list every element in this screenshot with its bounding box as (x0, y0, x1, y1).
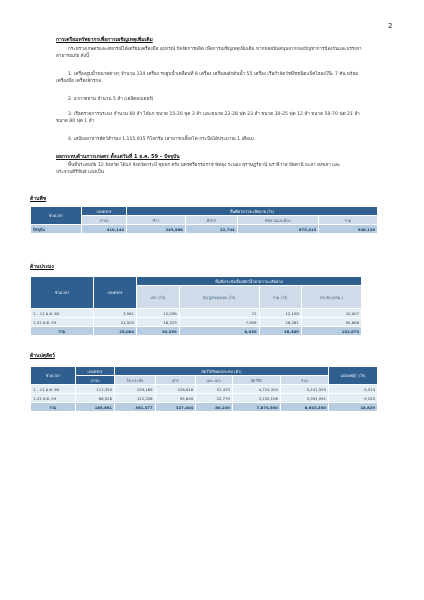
crops-row-period: ปัจจุบัน (31, 225, 82, 234)
page-number: 2 (388, 22, 393, 30)
fishery-cell: 92,866 (301, 318, 361, 327)
section1-item2: 2. อากาศยาน จำนวน 5 ลำ (เฮลิคอปเตอร์) (68, 97, 154, 102)
crops-cell: 22,744 (185, 225, 237, 234)
fishery-cell: 26,281 (259, 318, 301, 327)
fishery-col: ปลา (ไร่) (137, 286, 180, 309)
livestock-total-cell: 185,881 (76, 403, 115, 412)
crops-col: รวม (319, 216, 378, 225)
livestock-col: สุกร (155, 376, 196, 385)
livestock-total-cell: 80,249 (196, 403, 233, 412)
fishery-col: กระชัง (ตรม.) (301, 286, 361, 309)
livestock-table (30, 366, 378, 412)
section1-item1: 1. เครื่องสูบน้ำขนาดต่างๆ จำนวน 134 เครื่อง รถสูบน้ำเคลื่อนที่ 8 เครื่อง เครื่องผลักดันน้ำ 55 เครื่อง เรือกำจัดวัชพืชชนิดแบ็คโฮลงโป๊ะ 7 คัน พร้อมเครื่องมือ เครื่องจักรกล (56, 72, 359, 84)
livestock-row-period: 1 – 11 ม.ค. 60 (31, 385, 76, 394)
crops-cell: 410,144 (82, 225, 127, 234)
crops-table (30, 206, 378, 234)
crops-h-group: พื้นที่คาดว่าจะเสียหาย (ไร่) (127, 207, 378, 216)
section1-intro: กระทรวงเกษตรและสหกรณ์ได้เตรียมเครื่องมือ อุปกรณ์ ปัจจัยการผลิต เพื่อการเผชิญเหตุเพิ่มเติม หากขอสนับสนุนจากกองบัญชาการป้องกันและบรรเทาสาธารณภัย ดังนี้ (56, 47, 362, 59)
livestock-total-cell: 18,829 (329, 403, 378, 412)
fishery-col: กุ้ง/ปู/หอย/ออก (ไร่) (179, 286, 259, 309)
fishery-row-period: 1 – 11 ม.ค. 60 (31, 309, 94, 318)
fishery-cell: 72 (179, 309, 259, 318)
crops-col: พืชสวนและอื่นๆ (237, 216, 318, 225)
fishery-col: รวม (ไร่) (259, 286, 301, 309)
section1-item4: 4. เสบียงอาหารสัตว์สำรอง 1,115,915 กิโลกรัม (สามารถเลี้ยงโค-กระบือได้ประมาณ 1 เดือน) (68, 137, 254, 142)
livestock-col: โค-กระบือ (115, 376, 156, 385)
crops-title: ด้านพืช (30, 196, 47, 202)
livestock-col: แพะ-แกะ (196, 376, 233, 385)
crops-cell: 948,126 (319, 225, 378, 234)
livestock-h-farmers: เกษตรกร (76, 367, 115, 376)
livestock-cell: 22,779 (196, 394, 233, 403)
livestock-title: ด้านปศุสัตว์ (30, 353, 55, 359)
fishery-row-period: 1-31 ธ.ค. 59 (31, 318, 94, 327)
livestock-h-period: ช่วงเวลา (31, 367, 76, 385)
livestock-total-cell: 8,643,550 (280, 403, 328, 412)
livestock-total-cell: 7,874,500 (232, 403, 280, 412)
livestock-cell: 5,247,559 (280, 385, 328, 394)
livestock-cell: 68,526 (76, 394, 115, 403)
fishery-total-cell: 102,873 (301, 327, 361, 336)
fishery-total-cell: 30,359 (137, 327, 180, 336)
section2-text: พื้นที่ประสบภัย 12 จังหวัด ได้แก่ จังหวัดกระบี่ ชุมพร ตรัง นครศรีธรรมราช พัทลุง ระนอง สุราษฎร์ธานี นราธิวาส ปัตตานี ยะลา สงขลา และประจวบคีรีขันธ์ แบ่งเป็น (56, 163, 341, 175)
fishery-h-group: พื้นที่/กระชังเลี้ยงสัตว์น้ำคาดว่าจะเสียหาย (137, 277, 362, 286)
livestock-col: รวม (280, 376, 328, 385)
fishery-cell: 7,958 (179, 318, 259, 327)
crops-h-farmers: เกษตรกร (82, 207, 127, 216)
fishery-cell: 12,036 (137, 309, 180, 318)
fishery-cell: 12,108 (259, 309, 301, 318)
livestock-total-cell: 327,404 (155, 403, 196, 412)
livestock-cell: 259,169 (115, 385, 156, 394)
fishery-total-label: รวม (31, 327, 94, 336)
fishery-h-farmers: เกษตรกร (94, 277, 137, 309)
fishery-title: ด้านประมง (30, 264, 54, 270)
crops-h-unit: (ราย) (82, 216, 127, 225)
livestock-cell: 9,255 (329, 394, 378, 403)
livestock-cell: 57,470 (196, 385, 233, 394)
fishery-h-period: ช่วงเวลา (31, 277, 94, 309)
crops-col: ข้าว (127, 216, 186, 225)
livestock-cell: 117,355 (76, 385, 115, 394)
livestock-cell: 122,208 (115, 394, 156, 403)
livestock-h-group: สัตว์ได้รับผลกระทบ (ตัว) (115, 367, 329, 376)
livestock-h-unit: (ราย) (76, 376, 115, 385)
livestock-total-cell: 361,377 (115, 403, 156, 412)
livestock-total-label: รวม (31, 403, 76, 412)
fishery-table (30, 276, 362, 336)
fishery-cell: 18,323 (137, 318, 180, 327)
livestock-cell: 3,391,091 (280, 394, 328, 403)
crops-col: พืชไร่ (185, 216, 237, 225)
livestock-cell: 4,724,304 (232, 385, 280, 394)
crops-cell: 675,413 (237, 225, 318, 234)
fishery-total-cell: 38,389 (259, 327, 301, 336)
fishery-total-cell: 25,084 (94, 327, 137, 336)
crops-cell: 249,966 (127, 225, 186, 234)
livestock-h-pasture: แปลงหญ้า (ไร่) (329, 367, 378, 385)
fishery-cell: 3,581 (94, 309, 137, 318)
section1-item3: 3. เรือตรวจการประมง จำนวน 60 ลำ ได้แก่ ขนาด 15-20 ฟุต 3 ลำ และขนาด 22-28 ฟุต 23 ลำ ขนาด 30-25 ฟุต 12 ลำ ขนาด 50-70 ฟุต 21 ลำ ขนาด 80 ฟุต 1 ลำ (56, 112, 360, 124)
livestock-col: สัตว์ปีก (232, 376, 280, 385)
crops-h-period: ช่วงเวลา (31, 207, 82, 225)
livestock-cell: 226,616 (155, 385, 196, 394)
fishery-cell: 10,007 (301, 309, 361, 318)
livestock-row-period: 1-31 ธ.ค. 59 (31, 394, 76, 403)
fishery-total-cell: 8,030 (179, 327, 259, 336)
livestock-cell: 9,574 (329, 385, 378, 394)
livestock-cell: 3,150,196 (232, 394, 280, 403)
livestock-cell: 95,849 (155, 394, 196, 403)
fishery-cell: 21,503 (94, 318, 137, 327)
section1-heading: การเตรียมทรัพยากรเพื่อการเผชิญเหตุเพิ่มเติม (56, 37, 153, 43)
section2-heading: ผลกระทบด้านการเกษตร ตั้งแต่วันที่ 1 ธ.ค. 59 – ปัจจุบัน (56, 154, 180, 160)
